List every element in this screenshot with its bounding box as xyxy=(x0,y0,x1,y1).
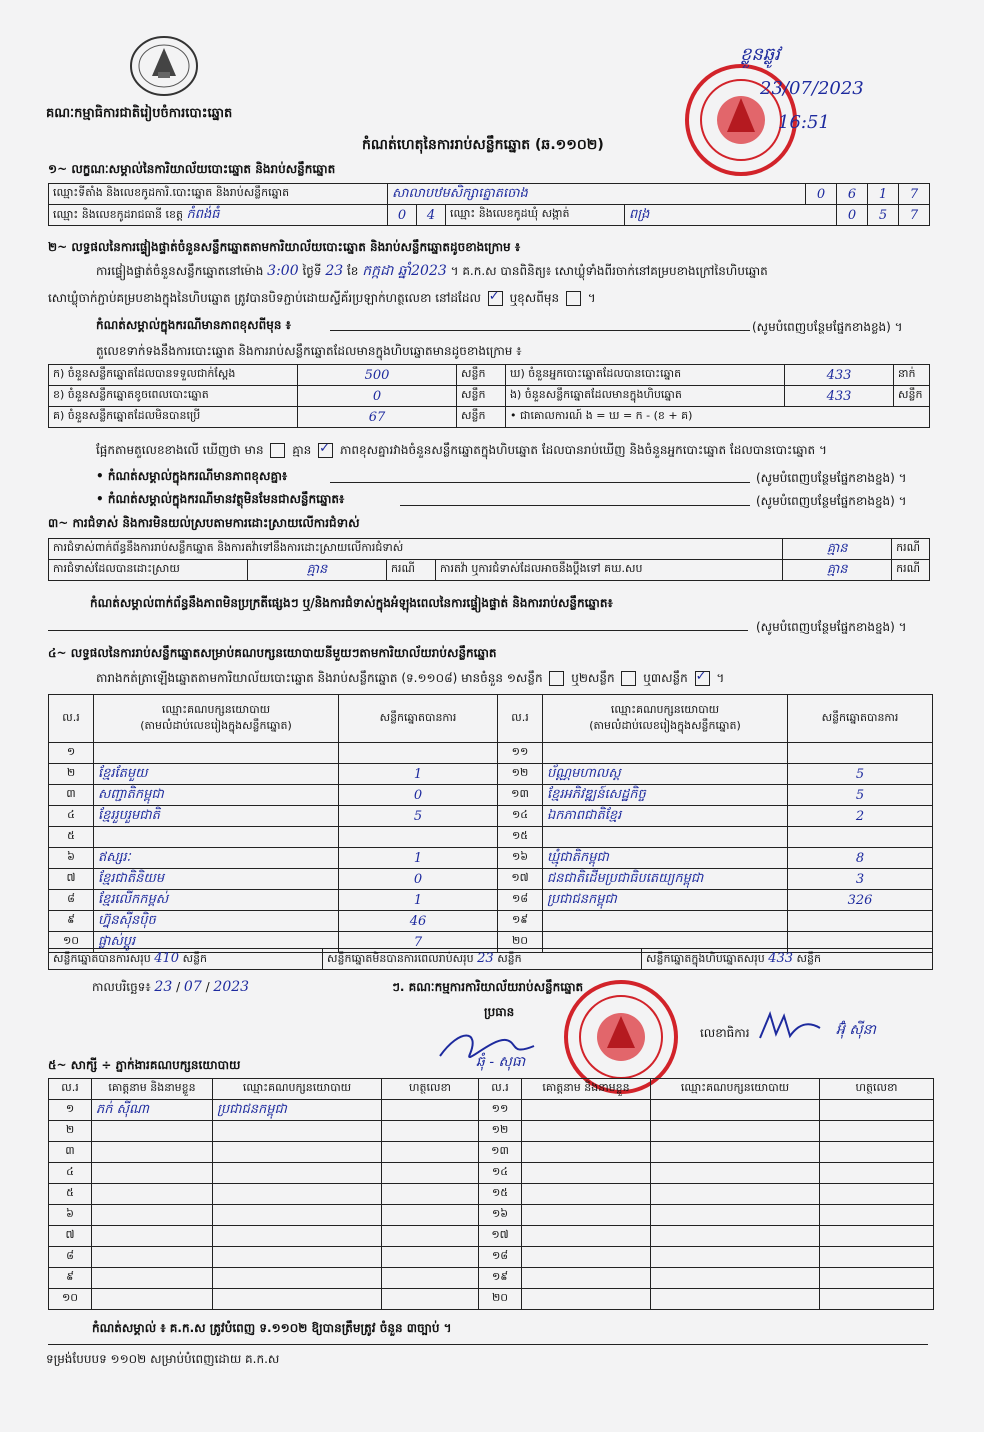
province-code-digit: 0 xyxy=(388,205,417,226)
witness-signature xyxy=(820,1142,934,1163)
three-sheets-checkbox[interactable] xyxy=(695,671,710,686)
party-name: ឥស្សរៈ xyxy=(94,848,339,869)
witness-signature xyxy=(382,1226,479,1247)
tally-sheets-line: តារាងកត់ត្រាឡើងឆ្នោតតាមការិយាល័យបោះឆ្នោត និងរាប់សន្លឹកឆ្នោត (ទ.១១០៨) មានចំនួន ១សន្លឹក ឬ២សន្លឹក ឬ៣សន្លឹក ✓ ។ xyxy=(96,671,724,686)
party-number: ៩ xyxy=(49,911,94,932)
spoiled-ballots-value: 0 xyxy=(298,386,457,407)
witness-signature xyxy=(382,1268,479,1289)
witness-party: ប្រជាជនកម្ពុជា xyxy=(213,1100,382,1121)
location-label: ឈ្មោះទីតាំង និងលេខកូដការិ.បោះឆ្នោត និងរាប់សន្លឹកឆ្នោត xyxy=(49,184,388,205)
party-number: ១៤ xyxy=(498,806,543,827)
witness-name xyxy=(522,1184,651,1205)
party-number: ៦ xyxy=(49,848,94,869)
witness-number: ៣ xyxy=(49,1142,92,1163)
section5-title: ៥~ សាក្សី ÷ ភ្នាក់ងារគណបក្សនយោបាយ xyxy=(48,1058,241,1072)
witness-name xyxy=(92,1268,213,1289)
party-name: ជនជាតិដើមប្រជាធិបតេយ្យកម្ពុជា xyxy=(543,869,788,890)
party-votes: 8 xyxy=(788,848,933,869)
witness-party xyxy=(651,1226,820,1247)
witness-row xyxy=(49,1268,934,1289)
party-votes: 0 xyxy=(339,869,498,890)
verification-month: កក្កដា ឆ្នាំ2023 xyxy=(362,263,447,279)
witness-party xyxy=(651,1205,820,1226)
voters-value: 433 xyxy=(785,365,894,386)
result-row xyxy=(49,869,933,890)
witness-signature xyxy=(820,1184,934,1205)
witness-number: ១៥ xyxy=(479,1184,522,1205)
party-number: ១៥ xyxy=(498,827,543,848)
witness-name xyxy=(522,1121,651,1142)
witness-row xyxy=(49,1205,934,1226)
date-line: កាលបរិច្ឆេទ៖ 23 / 07 / 2023 xyxy=(92,979,250,995)
formula: • ជាគោលការណ៍ ង = ឃ = ក - (ខ + គ) xyxy=(506,407,930,428)
secretary-label: លេខាធិការ xyxy=(700,1026,750,1040)
result-row xyxy=(49,890,933,911)
section4-title: ៤~ លទ្ធផលនៃការរាប់សន្លឹកឆ្នោតសម្រាប់គណបក្សនយោបាយនីមួយៗតាមការិយាល័យរាប់សន្លឹកឆ្នោត xyxy=(48,646,497,660)
witness-number: ៦ xyxy=(49,1205,92,1226)
witness-signature xyxy=(382,1142,479,1163)
witness-party xyxy=(213,1268,382,1289)
two-sheets-checkbox[interactable] xyxy=(621,671,636,686)
result-row xyxy=(49,911,933,932)
one-sheet-checkbox[interactable] xyxy=(549,671,564,686)
witness-name: ភក់ ស៊ីណា xyxy=(92,1100,213,1121)
party-number: ១៩ xyxy=(498,911,543,932)
witness-signature xyxy=(820,1100,934,1121)
witness-party xyxy=(213,1247,382,1268)
witness-row xyxy=(49,1163,934,1184)
witness-number: ១៧ xyxy=(479,1226,522,1247)
footnote: កំណត់សម្គាល់ ៖ គ.ក.ស ត្រូវបំពេញ ទ.១១០២ ឱ្យបានត្រឹមត្រូវ ចំនួន ៣ច្បាប់ ។ xyxy=(92,1321,452,1335)
party-votes: 5 xyxy=(339,806,498,827)
witness-party xyxy=(651,1100,820,1121)
seal-check-line: សោឃ្លុំចាក់ភ្ជាប់គម្របខាងក្នុងនៃហិបឆ្នោត ត្រូវបានបិទភ្ជាប់ដោយស្ទីគ័រប្រឡាក់ហត្ថលេខា នៅដដែល ✓ ឬខុសពីមុន ។ xyxy=(48,291,596,306)
difference-note-label: កំណត់សម្គាល់ក្នុងករណីមានភាពខុសពីមុន ៖ xyxy=(96,318,291,332)
witness-name xyxy=(92,1226,213,1247)
commune-label: ឈ្មោះ និងលេខកូដឃុំ សង្កាត់ xyxy=(446,205,625,226)
witness-number: ១០ xyxy=(49,1289,92,1310)
party-number: ៤ xyxy=(49,806,94,827)
party-votes: 2 xyxy=(788,806,933,827)
witness-number: ៨ xyxy=(49,1247,92,1268)
form-code: ទម្រង់បែបបទ ១១០២ សម្រាប់បំពេញដោយ គ.ក.ស xyxy=(46,1352,280,1366)
witness-name xyxy=(92,1184,213,1205)
witness-signature xyxy=(382,1100,479,1121)
witness-number: ៤ xyxy=(49,1163,92,1184)
commune-code-digit: 0 xyxy=(837,205,868,226)
party-number: ២០ xyxy=(498,932,543,953)
witness-name xyxy=(92,1289,213,1310)
party-number: ៨ xyxy=(49,890,94,911)
location-code-digit: 0 xyxy=(806,184,837,205)
total-invalid-value: 23 xyxy=(477,950,494,966)
party-name: ប័ណ្ណមហាលស្ត xyxy=(543,764,788,785)
party-name: ខ្មែររួបរួមជាតិ xyxy=(94,806,339,827)
results-table: ល.រ ឈ្មោះគណបក្សនយោបាយ (តាមលំដាប់លេខរៀងក្នុងសន្លឹកឆ្នោត) សន្លឹកឆ្នោតបានការ ល.រ ឈ្មោះគណបក្សនយោបាយ (តាមលំដាប់លេខរៀងក្នុងសន្លឹកឆ្នោត) សន្លឹកឆ្នោតបានការ ១ ១១ ២ ខ្មែរតែមួយ 1 ១២ ប័ណ្ណមហាលស្ត 5 ៣ សញ្ជាតិកម្ពុជា 0 ១៣ ខ្មែរអភិវឌ្ឍន៍សេដ្ឋកិច្ច 5 ៤ ខ្មែររួបរួមជាតិ 5 ១៤ ឯកភាពជាតិខ្មែរ 2 ៥ ១៥ ៦ ឥស្សរៈ 1 ១៦ ឃ្មុំជាតិកម្ពុជា 8 ៧ ខ្មែរជាតិនិយម 0 ១៧ ជនជាតិដើមប្រជាធិបតេយ្យកម្ពុជា 3 ៨ ខ្មែរលើកកម្ពស់ 1 ១៨ ប្រជាជនកម្ពុជា 326 ៩ ហ្វ៊ុនស៊ីនប៉ិច 46 ១៩ ១០ ផ្លាស់ប្តូរ 7 ២០ xyxy=(48,694,933,953)
location-code-digit: 6 xyxy=(837,184,868,205)
stamp-name: ខ្លួនឆ្លូវ xyxy=(740,44,780,65)
party-number: ២ xyxy=(49,764,94,785)
witness-party xyxy=(213,1289,382,1310)
party-name xyxy=(94,827,339,848)
witness-number: ១៦ xyxy=(479,1205,522,1226)
no-difference-checkbox[interactable] xyxy=(318,443,333,458)
party-votes xyxy=(788,827,933,848)
figures-table: ក) ចំនួនសន្លឹកឆ្នោតដែលបានទទួលជាក់ស្តែង 500 សន្លឹក ឃ) ចំនួនអ្នកបោះឆ្នោតដែលបានបោះឆ្នោត 433 នាក់ ខ) ចំនួនសន្លឹកឆ្នោតខូចពេលបោះឆ្នោត 0 សន្លឹក ង) ចំនួនសន្លឹកឆ្នោតដែលមានក្នុងហិបឆ្នោត 433 សន្លឹក គ) ចំនួនសន្លឹកឆ្នោតដែលមិនបានប្រើ 67 សន្លឹក • ជាគោលការណ៍ ង = ឃ = ក - (ខ + គ) xyxy=(48,364,930,428)
party-name xyxy=(543,911,788,932)
chair-name: ឆុំ - សុធា xyxy=(476,1054,526,1070)
witness-signature xyxy=(382,1184,479,1205)
date-day: 23 xyxy=(154,979,173,995)
party-votes: 1 xyxy=(339,764,498,785)
witness-name xyxy=(92,1205,213,1226)
witness-party xyxy=(651,1184,820,1205)
witness-name xyxy=(92,1247,213,1268)
witness-number: ១២ xyxy=(479,1121,522,1142)
party-votes: 1 xyxy=(339,890,498,911)
secretary-signature-icon xyxy=(756,1008,826,1044)
party-number: ១០ xyxy=(49,932,94,953)
verification-day: 23 xyxy=(325,263,344,279)
party-votes: 0 xyxy=(339,785,498,806)
irregularity-note-label: កំណត់សម្គាល់ពាក់ព័ន្ធនឹងភាពមិនប្រក្រតីផ្សេងៗ ឬ/និងការជំទាស់ក្នុងអំឡុងពេលនៃការផ្ទៀងផ្ទាត់ និងការរាប់សន្លឹកឆ្នោត៖ xyxy=(90,596,613,610)
witness-signature xyxy=(820,1247,934,1268)
witness-party xyxy=(651,1247,820,1268)
unused-ballots-value: 67 xyxy=(298,407,457,428)
witness-name xyxy=(92,1142,213,1163)
witness-number: ២ xyxy=(49,1121,92,1142)
party-votes: 5 xyxy=(788,785,933,806)
party-votes xyxy=(339,827,498,848)
party-votes xyxy=(339,743,498,764)
party-name: ខ្មែរជាតិនិយម xyxy=(94,869,339,890)
location-value: សាលាបឋមសិក្សាត្នោតចោង xyxy=(388,184,806,205)
party-votes: 7 xyxy=(339,932,498,953)
witness-party xyxy=(651,1142,820,1163)
section1-title: ១~ លក្ខណៈសម្គាល់នៃការិយាល័យបោះឆ្នោត និងរាប់សន្លឹកឆ្នោត xyxy=(48,162,336,176)
verification-line: ការផ្ទៀងផ្ទាត់ចំនួនសន្លឹកឆ្នោតនៅម៉ោង 3:00 ថ្ងៃទី 23 ខែ កក្កដា ឆ្នាំ2023 ។ គ.ក.ស បានពិនិត្យ៖ សោឃ្លុំទាំងពីរចាក់នៅគម្របខាងក្រៅនៃហិបឆ្នោត xyxy=(96,263,768,279)
objections-value: គ្មាន xyxy=(783,539,892,560)
witness-party xyxy=(213,1142,382,1163)
province-code-digit: 4 xyxy=(417,205,446,226)
party-votes: 1 xyxy=(339,848,498,869)
witness-number: ១៣ xyxy=(479,1142,522,1163)
party-number: ១៧ xyxy=(498,869,543,890)
party-number: ៥ xyxy=(49,827,94,848)
party-name xyxy=(543,827,788,848)
witness-name xyxy=(522,1289,651,1310)
resolved-objections-value: គ្មាន xyxy=(248,560,387,581)
party-votes xyxy=(788,743,933,764)
witness-party xyxy=(213,1184,382,1205)
witness-row xyxy=(49,1142,934,1163)
witness-name xyxy=(522,1268,651,1289)
party-name: ខ្មែរលើកកម្ពស់ xyxy=(94,890,339,911)
witness-signature xyxy=(820,1121,934,1142)
difference-bullet: • កំណត់សម្គាល់ក្នុងករណីមានភាពខុសគ្នា៖ xyxy=(96,469,288,483)
witness-signature xyxy=(820,1226,934,1247)
ballots-in-box-value: 433 xyxy=(785,386,894,407)
result-row xyxy=(49,806,933,827)
party-number: ១៦ xyxy=(498,848,543,869)
has-difference-checkbox[interactable] xyxy=(270,443,285,458)
ballot-count-report: គណៈកម្មាធិការជាតិរៀបចំការបោះឆ្នោត កំណត់ហេតុនៃការរាប់សន្លឹកឆ្នោត (ឆ.១១០២) ខ្លួនឆ្លូវ 23/07/2023 16:51 ១~ លក្ខណៈសម្គាល់នៃការិយាល័យបោះឆ្នោត និងរាប់សន្លឹកឆ្នោត ឈ្មោះទីតាំង និងលេខកូដការិ.បោះឆ្នោត និងរាប់សន្លឹកឆ្នោត សាលាបឋមសិក្សាត្នោតចោង 0 6 1 7 ឈ្មោះ និងលេខកូដរាជធានី ខេត្ត កំពង់ធំ 0 4 ឈ្មោះ និងលេខកូដឃុំ សង្កាត់ ពង្រ 0 5 7 ២~ លទ្ធផលនៃការផ្ទៀងផ្ទាត់ចំនួនសន្លឹកឆ្នោតតាមការិយាល័យបោះឆ្នោត និងរាប់សន្លឹកឆ្នោតដូចខាងក្រោម ៖ ការផ្ទៀងផ្ទាត់ចំនួនសន្លឹកឆ្នោតនៅម៉ោង 3:00 ថ្ងៃទី 23 ខែ កក្កដា ឆ្នាំ2023 ។ គ.ក.ស បានពិនិត្យ៖ សោឃ្លុំទាំងពីរចាក់នៅគម្របខាងក្រៅនៃហិបឆ្នោត សោឃ្លុំចាក់ភ្ជាប់គម្របខាងក្នុងនៃហិបឆ្នោត ត្រូវបានបិទភ្ជាប់ដោយស្ទីគ័រប្រឡាក់ហត្ថលេខា នៅដដែល ✓ ឬខុសពីមុន ។ កំណត់សម្គាល់ក្នុងករណីមានភាពខុសពីមុន ៖ (សូមបំពេញបន្ថែមផ្នែកខាងខ្លង) ។ តួលេខទាក់ទងនឹងការបោះឆ្នោត និងការរាប់សន្លឹកឆ្នោតដែលមានក្នុងហិបឆ្នោតមានដូចខាងក្រោម ៖ ក) ចំនួនសន្លឹកឆ្នោតដែលបានទទួលជាក់ស្តែង 500 សន្លឹក ឃ) ចំនួនអ្នកបោះឆ្នោតដែលបានបោះឆ្នោត 433 នាក់ ខ) ចំនួនសន្លឹកឆ្នោតខូចពេលបោះឆ្នោត 0 សន្លឹក ង) ចំនួនសន្លឹកឆ្នោតដែលមានក្នុងហិបឆ្នោត 433 សន្លឹក គ) ចំនួនសន្លឹកឆ្នោតដែលមិនបានប្រើ 67 សន្លឹក • ជាគោលការណ៍ ង = ឃ = ក - (ខ + គ) ផ្អែកតាមតួលេខខាងលើ ឃើញថា មាន គ្មាន ✓ ភាពខុសគ្នារវាងចំនួនសន្លឹកឆ្នោតក្នុងហិបឆ្នោត ដែលបានរាប់ឃើញ និងចំនួនអ្នកបោះឆ្នោត ដែលបានបោះឆ្នោត ។ • កំណត់សម្គាល់ក្នុងករណីមានភាពខុសគ្នា៖ (សូមបំពេញបន្ថែមផ្នែកខាងខ្នង) ។ • កំណត់សម្គាល់ក្នុងករណីមានវត្ថុមិនមែនជាសន្លឹកឆ្នោត៖ (សូមបំពេញបន្ថែមផ្នែកខាងខ្នង) ។ ៣~ ការជំទាស់ និងការមិនយល់ស្របតាមការដោះស្រាយលើការជំទាស់ ការជំទាស់ពាក់ព័ន្ធនឹងការរាប់សន្លឹកឆ្នោត និងការតវ៉ាទៅនឹងការដោះស្រាយលើការជំទាស់ គ្មាន ករណី ការជំទាស់ដែលបានដោះស្រាយ គ្មាន ករណី ការតវ៉ា ឬការជំទាស់ដែលអាចនឹងប្តឹងទៅ គឃ.សប គ្មាន ករណី កំណត់សម្គាល់ពាក់ព័ន្ធនឹងភាពមិនប្រក្រតីផ្សេងៗ ឬ/និងការជំទាស់ក្នុងអំឡុងពេលនៃការផ្ទៀងផ្ទាត់ និងការរាប់សន្លឹកឆ្នោត៖ (សូមបំពេញបន្ថែមផ្នែកខាងខ្នង) ។ ៤~ លទ្ធផលនៃការរាប់សន្លឹកឆ្នោតសម្រាប់គណបក្សនយោបាយនីមួយៗតាមការិយាល័យរាប់សន្លឹកឆ្នោត តារាងកត់ត្រាឡើងឆ្នោតតាមការិយាល័យបោះឆ្នោត និងរាប់សន្លឹកឆ្នោត (ទ.១១០៨) មានចំនួន ១សន្លឹក ឬ២សន្លឹក ឬ៣សន្លឹក ✓ ។ ល.រ ឈ្មោះគណបក្សនយោបាយ (តាមលំដាប់លេខរៀងក្នុងសន្លឹកឆ្នោត) សន្លឹកឆ្នោតបានការ ល.រ ឈ្មោះគណបក្សនយោបាយ (តាមលំដាប់លេខរៀងក្នុងសន្លឹកឆ្នោត) សន្លឹកឆ្នោតបានការ ១ ១១ ២ ខ្មែរតែមួយ 1 ១២ ប័ណ្ណមហាលស្ត 5 ៣ សញ្ជាតិកម្ពុជា 0 ១៣ ខ្មែរអភិវឌ្ឍន៍សេដ្ឋកិច្ច 5 ៤ ខ្មែររួបរួមជាតិ 5 ១៤ ឯកភាពជាតិខ្មែរ 2 ៥ ១៥ ៦ ឥស្សរៈ 1 ១៦ ឃ្មុំជាតិកម្ពុជា 8 ៧ ខ្មែរជាតិនិយម 0 ១៧ ជនជាតិដើមប្រជាធិបតេយ្យកម្ពុជា 3 ៨ ខ្មែរលើកកម្ពស់ 1 ១៨ ប្រជាជនកម្ពុជា 326 ៩ ហ្វ៊ុនស៊ីនប៉ិច 46 ១៩ ១០ ផ្លាស់ប្តូរ 7 ២០ សន្លឹកឆ្នោតបានការសរុប 410 សន្លឹក សន្លឹកឆ្នោតមិនបានការពេលរាប់សរុប 23 សន្លឹក សន្លឹកឆ្នោតក្នុងហិបឆ្នោតសរុប 433 សន្លឹក កាលបរិច្ឆេទ៖ 23 / 07 / 2023 ៗ. គណៈកម្មការការិយាល័យរាប់សន្លឹកឆ្នោត ប្រធាន ឆុំ - សុធា លេខាធិការ អ៊ុំ ស៊ីនា ៥~ សាក្សី ÷ ភ្នាក់ងារគណបក្សនយោបាយ ល.រ គោត្តនាម និងនាមខ្លួន ឈ្មោះគណបក្សនយោបាយ ហត្ថលេខា ល.រ គោត្តនាម និងនាមខ្លួន ឈ្មោះគណបក្សនយោបាយ ហត្ថលេខា ១ ភក់ ស៊ីណា ប្រជាជនកម្ពុជា ១១ ២ ១២ ៣ ១៣ ៤ ១៤ ៥ ១៥ ៦ ១៦ ៧ ១៧ ៨ ១៨ ៩ ១៩ ១០ ២០ កំណត់សម្គាល់ ៖ គ.ក.ស ត្រូវបំពេញ ទ.១១០២ ឱ្យបានត្រឹមត្រូវ ចំនួន ៣ច្បាប់ ។ ទម្រង់បែបបទ ១១០២ សម្រាប់បំពេញដោយ គ.ក.ស xyxy=(0,0,984,1432)
section3-title: ៣~ ការជំទាស់ និងការមិនយល់ស្របតាមការដោះស្រាយលើការជំទាស់ xyxy=(48,516,360,530)
party-number: ១២ xyxy=(498,764,543,785)
witness-number: ៧ xyxy=(49,1226,92,1247)
witness-party xyxy=(651,1289,820,1310)
witness-signature xyxy=(820,1289,934,1310)
witness-number: ១៤ xyxy=(479,1163,522,1184)
party-name: ប្រជាជនកម្ពុជា xyxy=(543,890,788,911)
date-month: 07 xyxy=(183,979,202,995)
witness-name xyxy=(522,1142,651,1163)
witness-party xyxy=(213,1205,382,1226)
result-row xyxy=(49,827,933,848)
witness-name xyxy=(522,1205,651,1226)
date-year: 2023 xyxy=(213,979,250,995)
party-name xyxy=(543,743,788,764)
witness-number: ១១ xyxy=(479,1100,522,1121)
figures-intro: តួលេខទាក់ទងនឹងការបោះឆ្នោត និងការរាប់សន្លឹកឆ្នោតដែលមានក្នុងហិបឆ្នោតមានដូចខាងក្រោម ៖ xyxy=(96,344,522,358)
compare-line: ផ្អែកតាមតួលេខខាងលើ ឃើញថា មាន គ្មាន ✓ ភាពខុសគ្នារវាងចំនួនសន្លឹកឆ្នោតក្នុងហិបឆ្នោត ដែលបានរាប់ឃើញ និងចំនួនអ្នកបោះឆ្នោត ដែលបានបោះឆ្នោត ។ xyxy=(96,443,827,458)
org-name: គណៈកម្មាធិការជាតិរៀបចំការបោះឆ្នោត xyxy=(46,106,233,121)
witness-table: ល.រ គោត្តនាម និងនាមខ្លួន ឈ្មោះគណបក្សនយោបាយ ហត្ថលេខា ល.រ គោត្តនាម និងនាមខ្លួន ឈ្មោះគណបក្សនយោបាយ ហត្ថលេខា ១ ភក់ ស៊ីណា ប្រជាជនកម្ពុជា ១១ ២ ១២ ៣ ១៣ ៤ ១៤ ៥ ១៥ ៦ ១៦ ៧ ១៧ ៨ ១៨ ៩ ១៩ ១០ ២០ xyxy=(48,1078,934,1310)
witness-signature xyxy=(820,1268,934,1289)
commune-code-digit: 5 xyxy=(868,205,899,226)
location-code-digit: 7 xyxy=(899,184,930,205)
result-row xyxy=(49,764,933,785)
witness-number: ៩ xyxy=(49,1268,92,1289)
location-code-digit: 1 xyxy=(868,184,899,205)
province-value: កំពង់ធំ xyxy=(186,206,220,222)
witness-name xyxy=(92,1121,213,1142)
section1-table xyxy=(48,183,930,226)
witness-signature xyxy=(382,1289,479,1310)
witness-party xyxy=(213,1163,382,1184)
witness-party xyxy=(213,1226,382,1247)
verification-time: 3:00 xyxy=(267,263,299,279)
witness-name xyxy=(522,1247,651,1268)
party-number: ៧ xyxy=(49,869,94,890)
witness-row xyxy=(49,1121,934,1142)
party-number: ១ xyxy=(49,743,94,764)
witness-row xyxy=(49,1289,934,1310)
document-title: កំណត់ហេតុនៃការរាប់សន្លឹកឆ្នោត (ឆ.១១០២) xyxy=(362,137,604,153)
commune-code-digit: 7 xyxy=(899,205,930,226)
province-label: ឈ្មោះ និងលេខកូដរាជធានី ខេត្ត កំពង់ធំ xyxy=(49,205,388,226)
stamp-time: 16:51 xyxy=(778,112,830,133)
witness-number: ២០ xyxy=(479,1289,522,1310)
witness-party xyxy=(651,1268,820,1289)
appeals-value: គ្មាន xyxy=(783,560,892,581)
party-name xyxy=(94,743,339,764)
result-row xyxy=(49,848,933,869)
witness-party xyxy=(651,1121,820,1142)
signing-committee: ៗ. គណៈកម្មការការិយាល័យរាប់សន្លឹកឆ្នោត xyxy=(392,980,584,994)
total-valid-value: 410 xyxy=(154,950,180,966)
totals-table: សន្លឹកឆ្នោតបានការសរុប 410 សន្លឹក សន្លឹកឆ្នោតមិនបានការពេលរាប់សរុប 23 សន្លឹក សន្លឹកឆ្នោតក្នុងហិបឆ្នោតសរុប 433 សន្លឹក xyxy=(48,948,933,970)
witness-row xyxy=(49,1247,934,1268)
witness-signature xyxy=(820,1205,934,1226)
witness-number: ១៩ xyxy=(479,1268,522,1289)
party-number: ១១ xyxy=(498,743,543,764)
received-ballots-value: 500 xyxy=(298,365,457,386)
party-number: ៣ xyxy=(49,785,94,806)
result-row xyxy=(49,743,933,764)
party-votes: 46 xyxy=(339,911,498,932)
witness-signature xyxy=(382,1205,479,1226)
secretary-name: អ៊ុំ ស៊ីនា xyxy=(836,1022,876,1038)
party-votes: 5 xyxy=(788,764,933,785)
party-number: ១៨ xyxy=(498,890,543,911)
section2-title: ២~ លទ្ធផលនៃការផ្ទៀងផ្ទាត់ចំនួនសន្លឹកឆ្នោតតាមការិយាល័យបោះឆ្នោត និងរាប់សន្លឹកឆ្នោតដូចខាងក្រោម ៖ xyxy=(48,240,521,254)
changed-checkbox[interactable] xyxy=(566,291,581,306)
witness-party xyxy=(213,1121,382,1142)
section3-table: ការជំទាស់ពាក់ព័ន្ធនឹងការរាប់សន្លឹកឆ្នោត និងការតវ៉ាទៅនឹងការដោះស្រាយលើការជំទាស់ គ្មាន ករណី ការជំទាស់ដែលបានដោះស្រាយ គ្មាន ករណី ការតវ៉ា ឬការជំទាស់ដែលអាចនឹងប្តឹងទៅ គឃ.សប គ្មាន ករណី xyxy=(48,538,930,581)
witness-party xyxy=(651,1163,820,1184)
witness-name xyxy=(522,1100,651,1121)
party-votes: 3 xyxy=(788,869,933,890)
total-box-value: 433 xyxy=(768,950,794,966)
commune-value: ពង្រ xyxy=(625,205,837,226)
witness-signature xyxy=(382,1163,479,1184)
witness-row xyxy=(49,1184,934,1205)
party-name: ឃ្មុំជាតិកម្ពុជា xyxy=(543,848,788,869)
non-ballot-bullet: • កំណត់សម្គាល់ក្នុងករណីមានវត្ថុមិនមែនជាសន្លឹកឆ្នោត៖ xyxy=(96,492,345,506)
party-name: ខ្មែរតែមួយ xyxy=(94,764,339,785)
witness-row xyxy=(49,1226,934,1247)
stamp-date: 23/07/2023 xyxy=(760,78,864,99)
party-number: ១៣ xyxy=(498,785,543,806)
result-row xyxy=(49,785,933,806)
witness-number: ៥ xyxy=(49,1184,92,1205)
party-name: សញ្ជាតិកម្ពុជា xyxy=(94,785,339,806)
party-name: ផ្លាស់ប្តូរ xyxy=(94,932,339,953)
chair-label: ប្រធាន xyxy=(484,1005,515,1019)
party-votes: 326 xyxy=(788,890,933,911)
party-name: ខ្មែរអភិវឌ្ឍន៍សេដ្ឋកិច្ច xyxy=(543,785,788,806)
party-votes xyxy=(788,911,933,932)
witness-number: ១៨ xyxy=(479,1247,522,1268)
witness-name xyxy=(522,1163,651,1184)
fill-note: (សូមបំពេញបន្ថែមផ្នែកខាងខ្លង) ។ xyxy=(752,320,903,334)
witness-signature xyxy=(382,1247,479,1268)
party-name: ហ្វ៊ុនស៊ីនប៉ិច xyxy=(94,911,339,932)
witness-row xyxy=(49,1100,934,1121)
nec-emblem-icon xyxy=(128,34,200,98)
unchanged-checkbox[interactable] xyxy=(488,291,503,306)
witness-signature xyxy=(382,1121,479,1142)
witness-number: ១ xyxy=(49,1100,92,1121)
party-name: ឯកភាពជាតិខ្មែរ xyxy=(543,806,788,827)
witness-signature xyxy=(820,1163,934,1184)
witness-name xyxy=(522,1226,651,1247)
witness-name xyxy=(92,1163,213,1184)
